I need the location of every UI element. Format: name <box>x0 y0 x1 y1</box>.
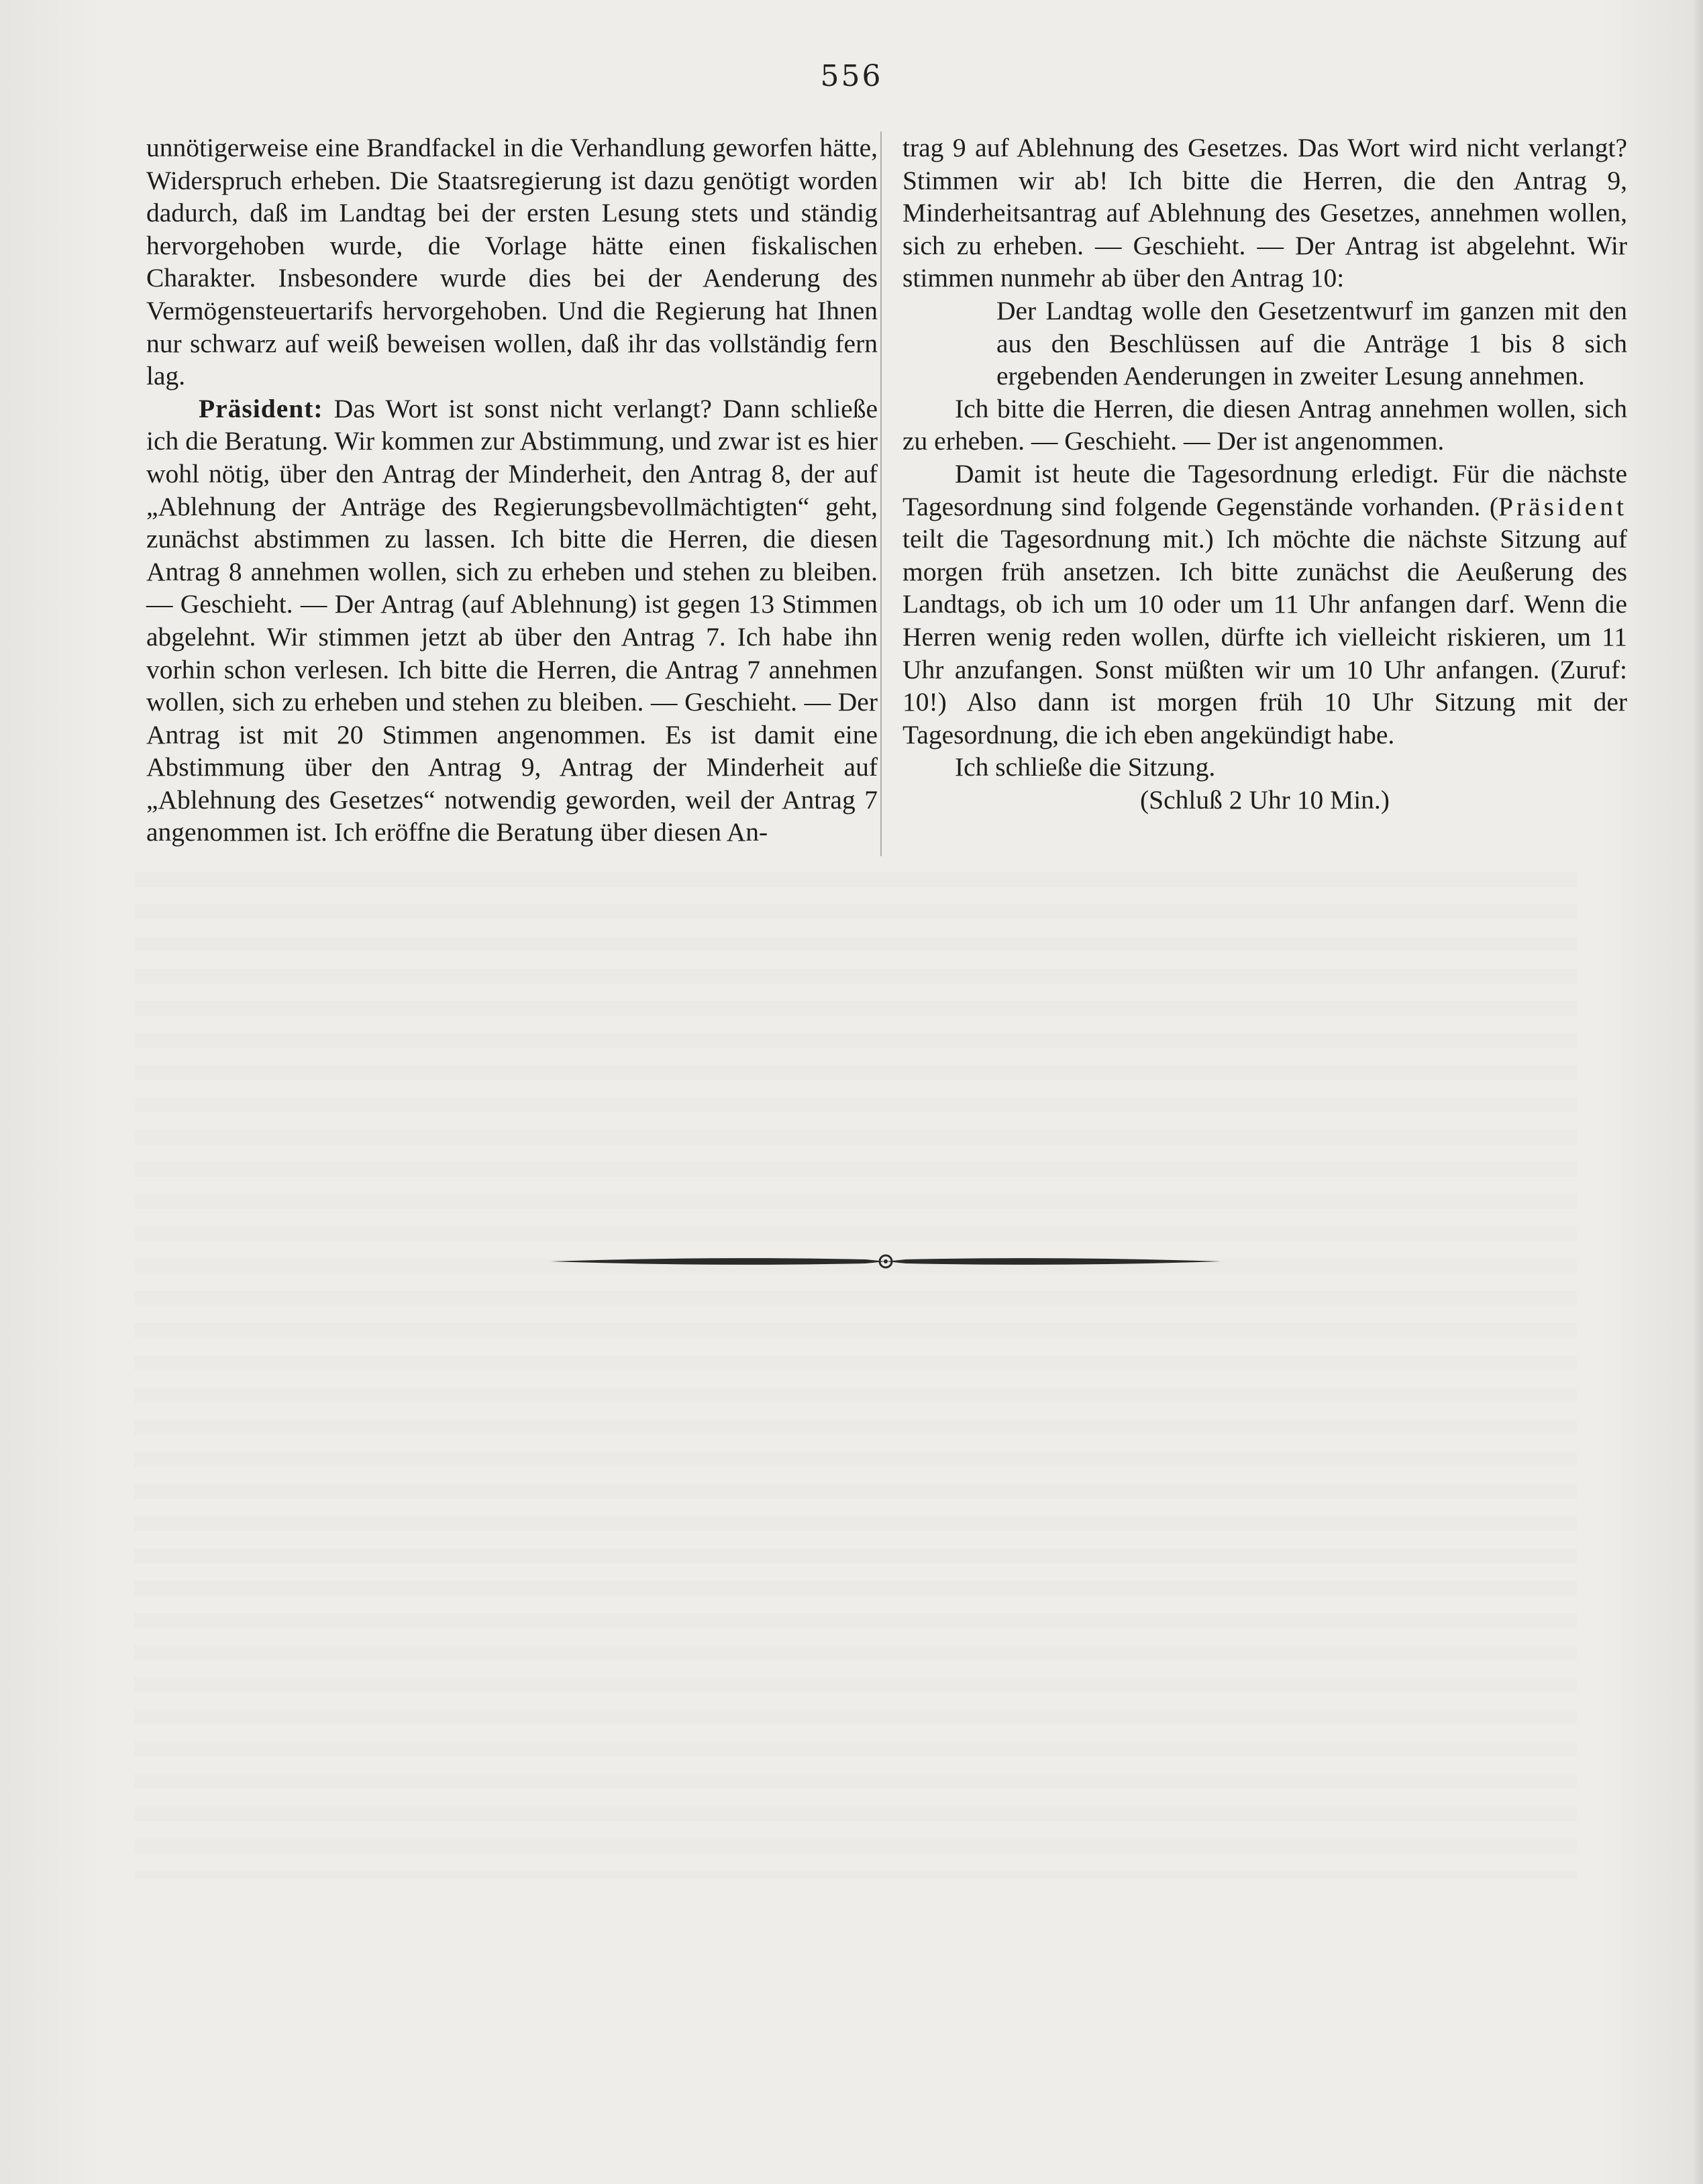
speaker-paragraph <box>146 393 878 849</box>
paragraph: unnötigerweise eine Brandfackel in die Verhandlung geworfen hätte, Widerspruch erheben. Die Staatsregierung ist dazu genötigt worden dadurch, daß im Landtag bei der ersten Lesung stets und ständig hervorgehoben wurde, die Vorlage hätte einen fiskalischen Charakter. Insbesondere wurde dies bei der Aenderung des Vermögensteuertarifs hervorgehoben. Und die Regierung hat Ihnen nur schwarz auf weiß beweisen wollen, daß ihr das vollständig fern lag. <box>146 133 878 391</box>
right-column <box>902 132 1627 816</box>
speaker-text: Das Wort ist sonst nicht verlangt? Dann schließe ich die Beratung. Wir kommen zur Abstimmung, und zwar ist es hier wohl nötig, über den Antrag der Minderheit, den Antrag 8, der auf „Ablehnung der Anträge des Regierungsbevollmächtigten“ geht, zunächst abstimmen zu lassen. Ich bitte die Herren, die diesen Antrag 8 annehmen wollen, sich zu erheben und stehen zu bleiben. — Geschieht. — Der Antrag (auf Ablehnung) ist gegen 13 Stimmen abgelehnt. Wir stimmen jetzt ab über den Antrag 7. Ich habe ihn vorhin schon verlesen. Ich bitte die Herren, die Antrag 7 annehmen wollen, sich zu erheben und stehen zu bleiben. — Geschieht. — Der Antrag ist mit 20 Stimmen angenommen. Es ist damit eine Abstimmung über den Antrag 9, Antrag der Minderheit auf „Ablehnung des Gesetzes“ notwendig geworden, weil der Antrag 7 angenommen ist. Ich eröffne die Beratung über diesen An- <box>146 393 878 847</box>
text-run: Damit ist heute die Tagesordnung erledigt. Für die nächste Tagesordnung sind folgende Gegenstände vorhanden. ( <box>902 458 1627 521</box>
left-column <box>146 132 878 849</box>
end-ornament-icon <box>550 1248 1221 1275</box>
page-edge-shadow <box>1692 0 1703 2184</box>
paragraph: trag 9 auf Ablehnung des Gesetzes. Das Wort wird nicht verlangt? Stimmen wir ab! Ich bitte die Herren, die den Antrag 9, Minderheitsantrag auf Ablehnung des Gesetzes, annehmen wollen, sich zu erheben. — Geschieht. — Der Antrag ist abgelehnt. Wir stimmen nunmehr ab über den Antrag 10: <box>902 133 1627 293</box>
paragraph <box>902 458 1627 751</box>
speaker-name: Präsident: <box>199 393 323 423</box>
motion-quote: Der Landtag wolle den Gesetzentwurf im ganzen mit den aus den Beschlüssen auf die Anträge 1 bis 8 sich ergebenden Aenderungen in zweiter Lesung annehmen. <box>996 295 1627 391</box>
bleed-through-texture <box>134 872 1577 1879</box>
paragraph: Ich schließe die Sitzung. <box>955 752 1216 782</box>
text-run: teilt die Tagesordnung mit.) Ich möchte die nächste Sitzung auf morgen früh ansetzen. Ich bitte zunächst die Aeußerung des Landtags, ob ich um 10 oder um 11 Uhr anfangen darf. Wenn die Herren wenig reden wollen, dürfte ich vielleicht riskieren, um 11 Uhr anzufangen. Sonst müßten wir um 10 Uhr anfangen. (Zuruf: 10!) Also dann ist morgen früh 10 Uhr Sitzung mit der Tagesordnung, die ich eben angekündigt habe. <box>902 524 1627 749</box>
column-divider <box>880 132 882 856</box>
page-number: 556 <box>820 59 883 93</box>
paragraph: Ich bitte die Herren, die diesen Antrag annehmen wollen, sich zu erheben. — Geschieht. — Der ist angenommen. <box>902 393 1627 456</box>
closing-note: (Schluß 2 Uhr 10 Min.) <box>1140 784 1390 815</box>
spaced-speaker: Präsident <box>1498 491 1627 521</box>
